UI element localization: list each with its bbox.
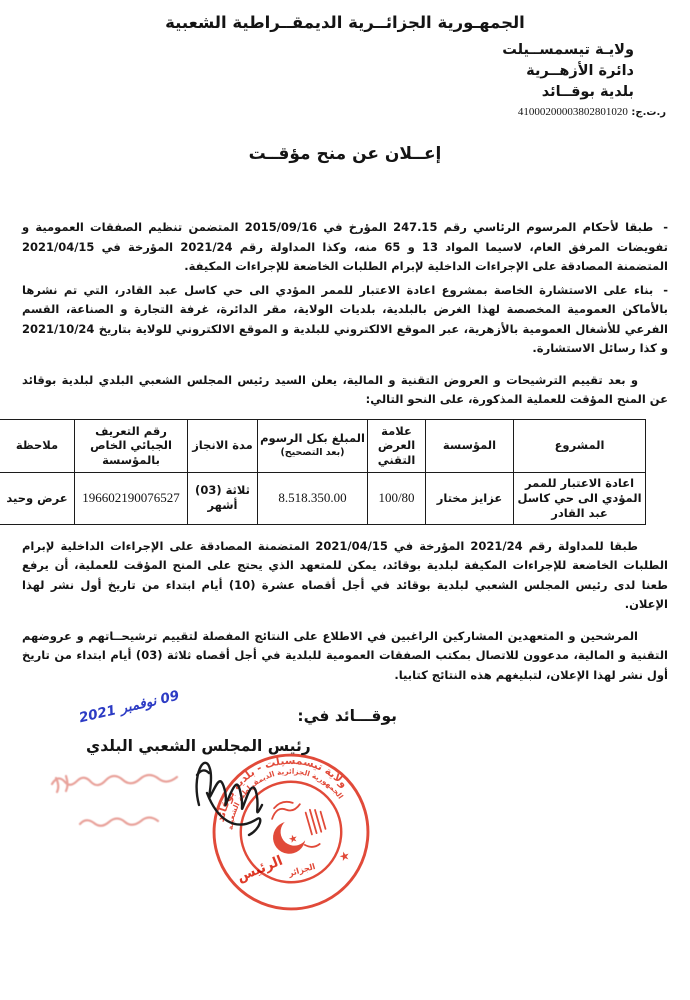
stamp-ring-text: ولاية تيسمسيلت - بلدية بوقائد <box>214 754 350 824</box>
signer-title: رئيس المجلس الشعبي البلدي <box>86 737 311 755</box>
tax-registration-number: 41000200003802801020 <box>517 106 628 118</box>
dash-bullet: - <box>663 282 668 297</box>
stamp-country-text: الجزائر <box>287 861 317 879</box>
stamp-star-icon: ★ <box>337 848 352 865</box>
wilaya-line: ولايـة تيسمســيلت <box>502 42 634 58</box>
stamp-inner-text: الجمهورية الجزائرية الديمقراطية الشعبية <box>225 766 346 831</box>
cell-company: عزايز مختار <box>426 472 514 524</box>
tax-registration-label: ر.ت.ج: <box>631 107 666 118</box>
cell-remark: عرض وحيد <box>0 472 75 524</box>
paragraph-consultation: -بناء على الاستشارة الخاصة بمشروع اعادة الاعتبار للممر المؤدي الى حي كاسل عبد القادر، التي تم نشرها بالأماكن العمومية المخصصة لهذا الغرض بالبلدية، بلديات الولاية، مقر الدائرة، غرفة التجارة و الصناعة، القسم الفرعي للأشغال العمومية بالأزهرية، عبر الموقع الالكتروني للبلدية و الموقع الالكتروني للولاية بتاريخ 2021/10/24 و كذا رسائل الاستشارة. <box>22 282 668 355</box>
place-and-date-label: بوقـــائد في: <box>297 707 397 725</box>
handwritten-signature <box>183 745 271 840</box>
col-project: المشروع <box>514 419 646 472</box>
republic-title: الجمهـورية الجزائــرية الديمقــراطية الشعبية <box>165 13 525 32</box>
cell-technical-score: 100/80 <box>368 472 426 524</box>
paragraph-results-notice: المرشحين و المتعهدين المشاركين الراغبين في الاطلاع على النتائج المفصلة لتقييم ترشيحــاتهم و عروضهم التقنية و المالية، مدعوون للاتصال بمكتب الصفقات العمومية للبلدية في أجل أقصاه ثلاثة (03) أيام ابتداء من تاريخ أول نشر لهذا الإعلان، لتبليغهم هذه النتائج كتابيا. <box>22 628 668 682</box>
cell-amount: 8.518.350.00 <box>258 472 368 524</box>
cell-duration: ثلاثة (03) أشهر <box>188 472 258 524</box>
document-title: إعــلان عن منح مؤقــت <box>248 144 442 164</box>
col-duration: مدة الانجاز <box>188 419 258 472</box>
stamp-president-text: الرئيس <box>234 852 286 886</box>
award-table <box>0 419 646 525</box>
document-body <box>6 218 669 685</box>
table-header-row <box>0 419 646 472</box>
authority-block <box>0 40 634 103</box>
paragraph-appeal: طبقا للمداولة رقم 2021/24 المؤرخة في 2021/04/15 المتضمنة المصادقة على الإجراءات الداخلية لإبرام الطلبات الخاضعة للإجراءات المكيفة لبلدية بوقائد، يمكن للمتعهد الذي يحتج على المنح المؤقت للعملية، أن يرفع طعنا لدى رئيس المجلس الشعبي لبلدية بوقائد في أجل أقصاه عشرة (10) أيام ابتداء من تاريخ أول نشر لهذا الإعلان. <box>22 538 669 611</box>
col-amount: المبلغ بكل الرسوم (بعد التصحيح) <box>258 419 368 472</box>
paragraph-award-intro: و بعد تقييم الترشيحات و العروض التقنية و المالية، يعلن السيد رئيس المجلس الشعبي البلدي لبلدية بوقائد عن المنح المؤقت للعملية المذكورة، على النحو التالي: <box>22 372 668 406</box>
handwritten-date-stamp: 09 نوفمبر 2021 <box>77 687 181 727</box>
crescent-star-icon: ★ <box>287 832 300 847</box>
cell-project: اعادة الاعتبار للممر المؤدي الى حي كاسل عبد القادر <box>514 472 646 524</box>
col-technical-score: علامة العرض التقني <box>368 419 426 472</box>
commune-line: بلدية بوقــائد <box>541 84 634 100</box>
tax-registration-line <box>0 106 666 118</box>
col-tax-id: رقم التعريف الجبائي الخاص بالمؤسسة <box>75 419 188 472</box>
table-row <box>0 472 646 524</box>
col-company: المؤسسة <box>426 419 514 472</box>
paragraph-legal-basis: -طبقا لأحكام المرسوم الرئاسي رقم 247.15 المؤرخ في 2015/09/16 المتضمن تنظيم الصفقات العمومية و تفويضات المرفق العام، لاسيما المواد 13 و 65 منه، وكذا المداولة رقم 2021/24 المؤرخة في 2021/04/15 المتضمنة المصادقة على الإجراءات الداخلية لإبرام الطلبات الخاضعة للإجراءات المكيفة. <box>22 220 668 273</box>
daira-line: دائرة الأزهــرية <box>526 63 634 79</box>
stamp-emblem <box>264 793 330 858</box>
dash-bullet: - <box>663 220 668 234</box>
cell-tax-id: 196602190076527 <box>75 472 188 524</box>
col-remark: ملاحظة <box>0 419 75 472</box>
